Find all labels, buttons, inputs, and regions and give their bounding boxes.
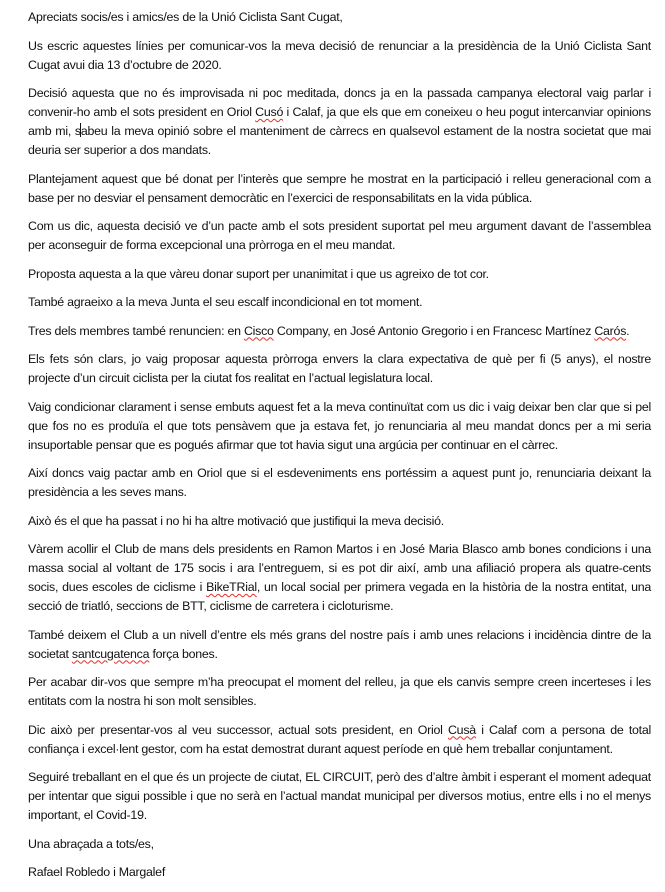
text-run: i Calaf com a persona de total confiança i excel·lent gestor, com ha estat demostrat durant aquest període en què hem treballar conjuntament. xyxy=(28,722,651,756)
paragraph-announcement: Us escric aquestes línies per comunicar-vos la meva decisió de renunciar a la presidència de la Unió Ciclista Sant Cugat avui dia 13 d’octubre de 2020. xyxy=(28,38,651,72)
text-run: Company, en José Antonio Gregorio i en Francesc Martínez xyxy=(273,323,595,338)
text-run: força bones. xyxy=(149,646,218,661)
paragraph-condition: Vaig condicionar clarament i sense embuts aquest fet a la meva continuïtat com us dic i vaig deixar ben clar que si pel que fos no es produïa el que tots pensàvem que ja estava fet, jo renunciaria al meu mandat doncs per a mi seria insuportable pensar que es pogués afirmar que tot havia sigut una argúcia per continuar en el càrrec. xyxy=(28,399,651,452)
spellcheck-word[interactable]: santcugatenca xyxy=(71,646,150,661)
spellcheck-word[interactable]: Carós xyxy=(594,323,627,338)
paragraph-succession: Per acabar dir-vos que sempre m’ha preocupat el moment del relleu, ja que els canvis sempre creen incerteses i les entitats com la nostra hi son molt sensibles. xyxy=(28,675,651,708)
spellcheck-word[interactable]: Cusó xyxy=(255,105,284,119)
text-run: i Calaf, ja que els que em coneixeu o heu pogut intercanviar opinions amb mi, s xyxy=(28,105,651,138)
text-run: Decisió aquesta que no és improvisada ni poc meditada, doncs ja en la passada campanya electoral vaig parlar i convenir-ho amb el sots president en Oriol xyxy=(28,86,651,119)
spellcheck-word[interactable]: BikeTRial xyxy=(206,580,257,594)
paragraph-circuit: Seguiré treballant en el que és un projecte de ciutat, EL CIRCUIT, però des d’altre àmbit i esperant el moment adequat per intentar que sigui possible i que no serà en l’actual mandat municipal per diversos motius, entre ells i no el menys important, el Covid-19. xyxy=(28,770,651,822)
paragraph-club-level xyxy=(28,626,651,664)
text-run: , un local social per primera vegada en la història de la nostra entitat, una secció de triatló, seccions de BTT, ciclisme de carretera i cicloturisme. xyxy=(28,580,651,613)
closing: Una abraçada a tots/es, xyxy=(28,836,154,851)
paragraph-successor xyxy=(28,721,651,759)
text-run: Vàrem acollir el Club de mans dels presidents en Ramon Martos i en José Maria Blasco amb bones condicions i una massa social al voltant de 175 socis i ara l’entreguem, si es pot dir així, amb una afiliació propera als quatre-cents socis, dues escoles de ciclisme i xyxy=(28,542,651,594)
paragraph-pact: Com us dic, aquesta decisió ve d’un pacte amb el sots president suportat pel meu argument davant de l’assemblea per aconseguir de forma excepcional una pròrroga en el meu mandat. xyxy=(28,219,651,252)
spellcheck-word[interactable]: Cisco xyxy=(243,323,274,338)
text-run: Tres dels membres també renuncien: en xyxy=(28,323,244,338)
paragraph-proposal: Proposta aquesta a la que vàreu donar suport per unanimitat i que us agreixo de tot cor. xyxy=(28,266,489,281)
text-run: També deixem el Club a un nivell d’entre els més grans del nostre país i amb unes relacions i incidència dintre de la societat xyxy=(28,627,651,661)
text-run: . xyxy=(626,323,630,338)
paragraph-club-history xyxy=(28,540,651,616)
paragraph-members xyxy=(28,322,651,341)
paragraph-thanks: També agraeixo a la meva Junta el seu escalf incondicional en tot moment. xyxy=(28,295,423,309)
document-body[interactable] xyxy=(28,8,651,892)
signature: Rafael Robledo i Margalef xyxy=(28,865,166,879)
paragraph-decision xyxy=(28,84,651,160)
paragraph-approach: Plantejament aquest que bé donat per l’interès que sempre he mostrat en la participació i relleu generacional com a base per no desviar el pensament democràtic en l’exercici de responsabilitats en la vida pública. xyxy=(28,171,651,205)
text-run: Dic això per presentar-vos al veu successor, actual sots president, en Oriol xyxy=(28,722,448,737)
paragraph-motivation: Això és el que ha passat i no hi ha altre motivació que justifiqui la meva decisió. xyxy=(28,513,444,528)
paragraph-facts: Els fets són clars, jo vaig proposar aquesta pròrroga envers la clara expectativa de què per fi (5 anys), el nostre projecte d’un circuit ciclista per la ciutat fos realitat en l’actual legislatura local. xyxy=(28,352,651,385)
text-run: abeu la meva opinió sobre el manteniment de càrrecs en qualsevol estament de la nostra societat que mai deuria ser superior a dos mandats. xyxy=(28,124,651,157)
greeting: Apreciats socis/es i amics/es de la Unió Ciclista Sant Cugat, xyxy=(28,10,343,24)
paragraph-agreement: Així doncs vaig pactar amb en Oriol que si el esdeveniments ens portéssim a aquest punt jo, renunciaria deixant la presidència a les seves mans. xyxy=(28,466,651,499)
spellcheck-word[interactable]: Cusà xyxy=(447,722,476,737)
